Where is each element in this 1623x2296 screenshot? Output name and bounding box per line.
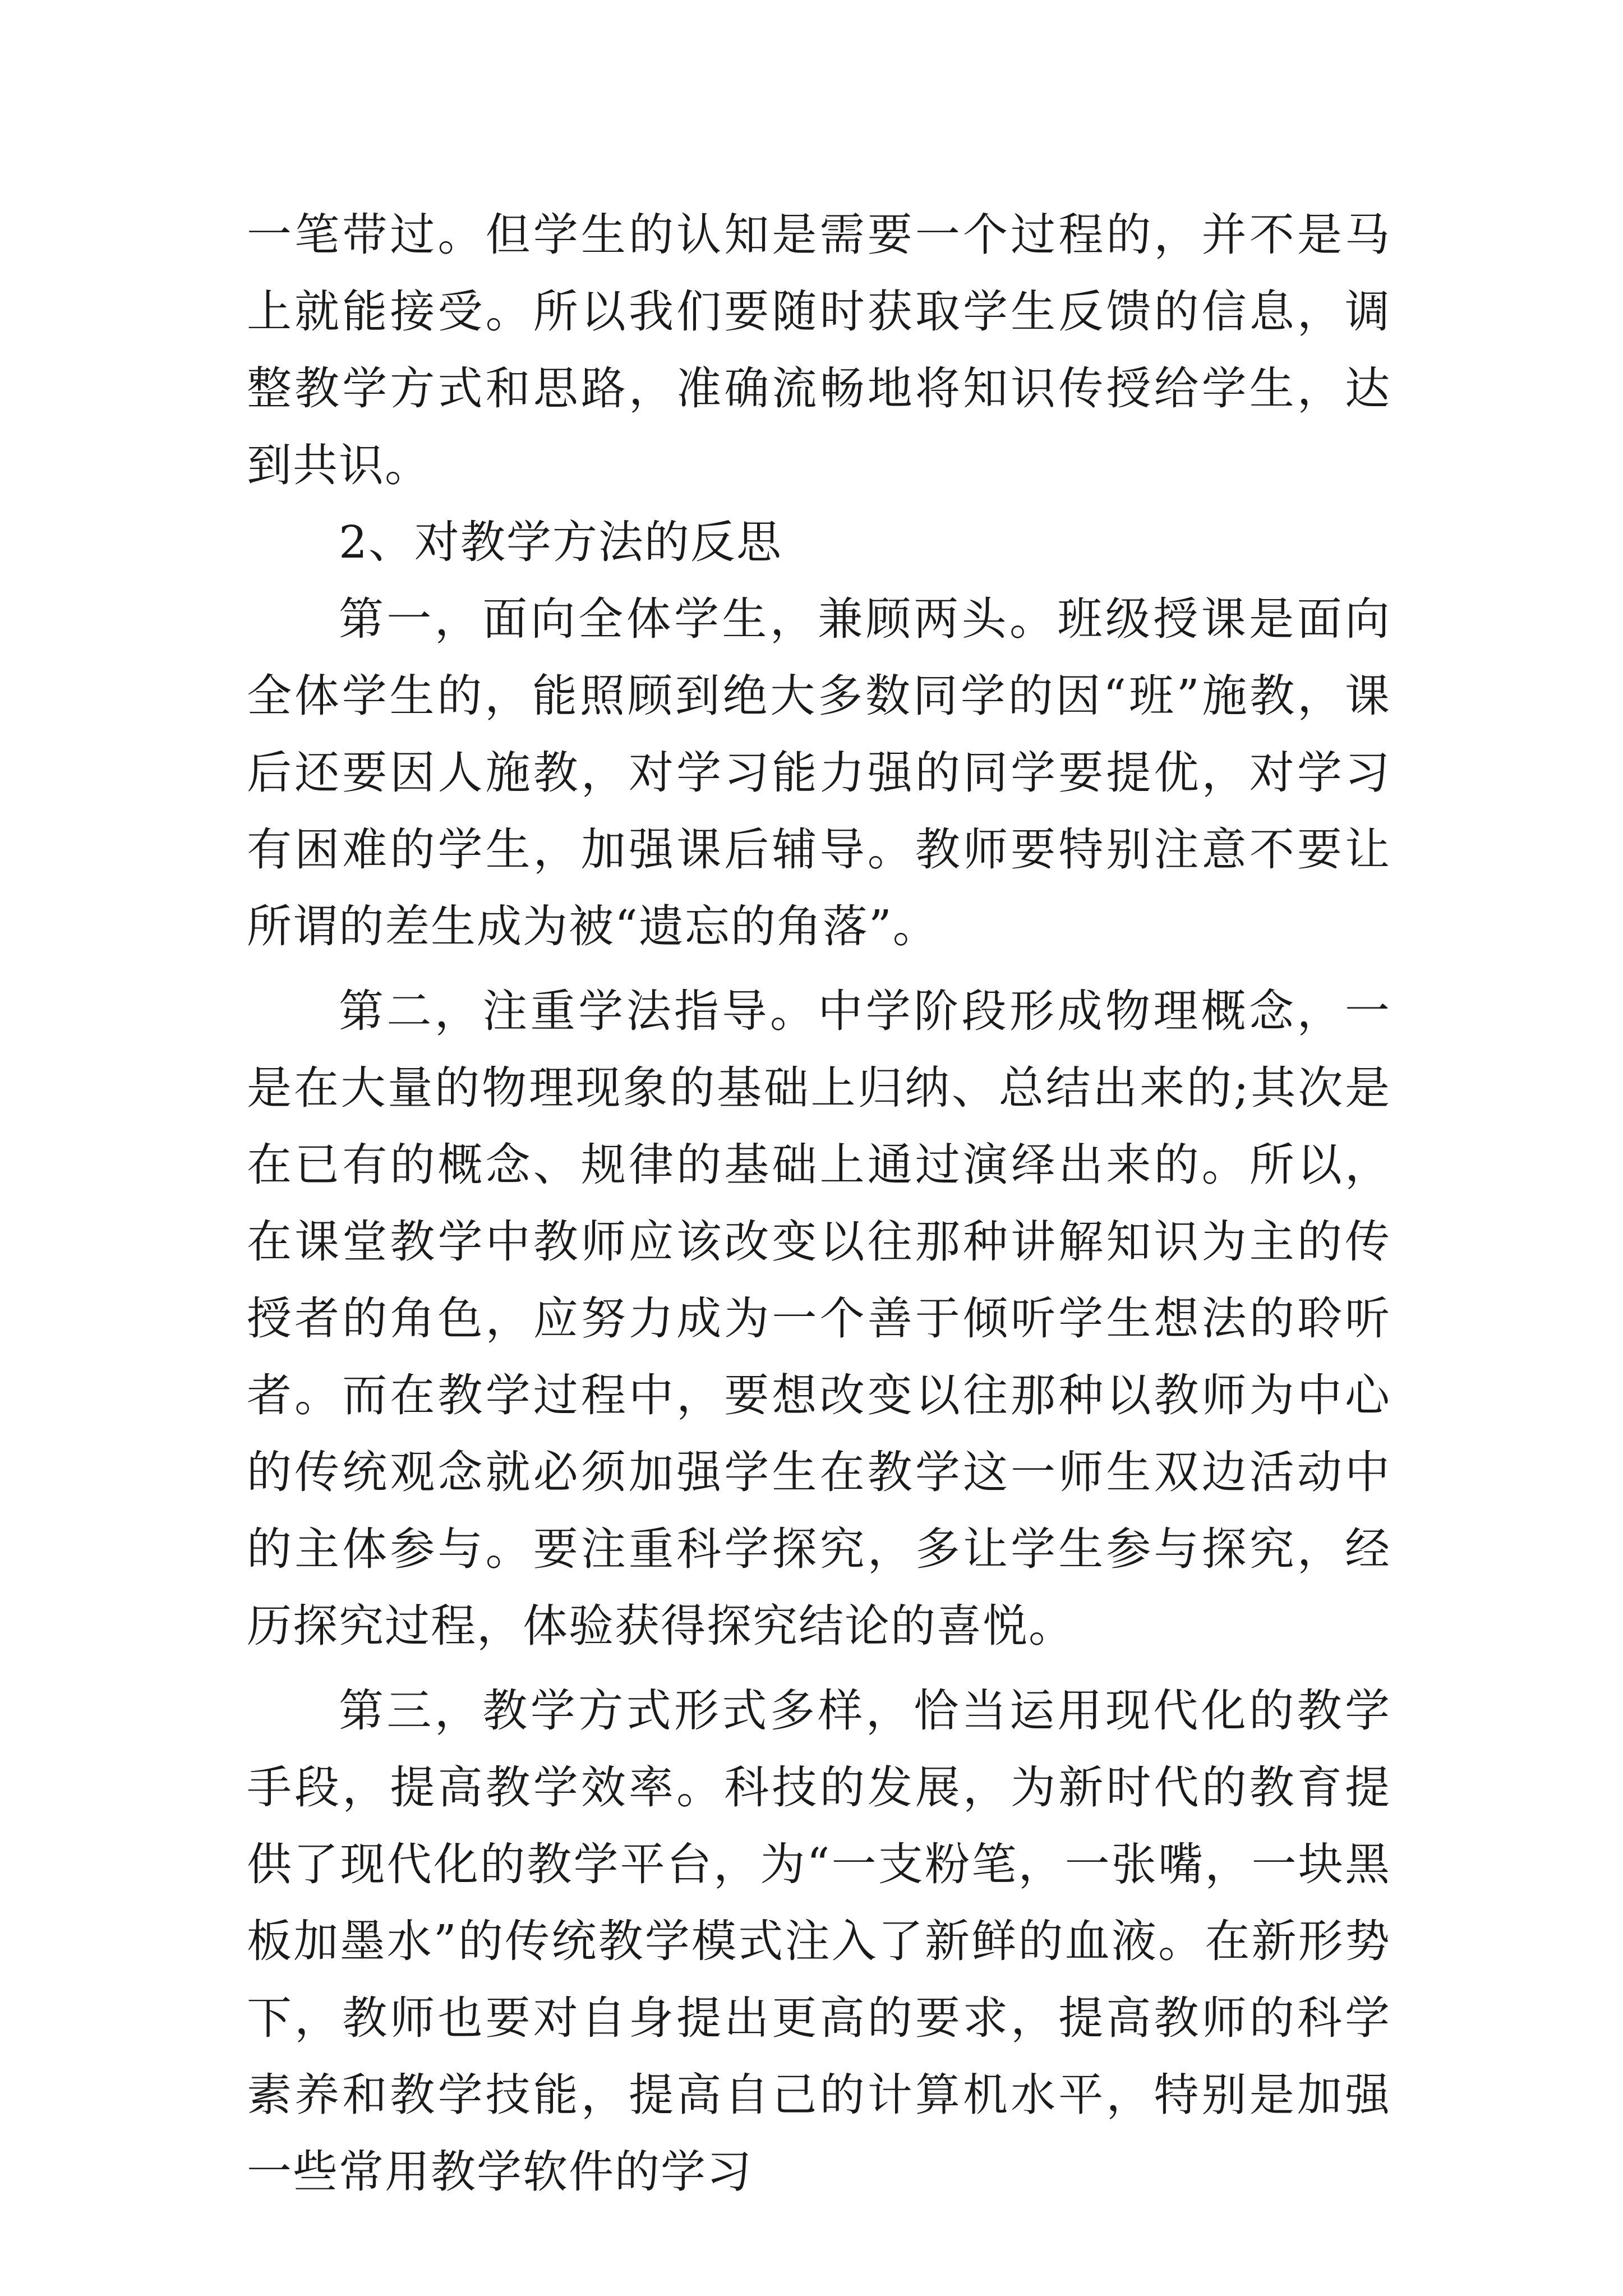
paragraph-point-one: 第一，面向全体学生，兼顾两头。班级授课是面向全体学生的，能照顾到绝大多数同学的因“班”施教，课后还要因人施教，对学习能力强的同学要提优，对学习有困难的学生，加强课后辅导。教师要特别注意不要让所谓的差生成为被“遗忘的角落”。: [247, 593, 1391, 953]
paragraph-point-two: 第二，注重学法指导。中学阶段形成物理概念，一是在大量的物理现象的基础上归纳、总结出来的;其次是在已有的概念、规律的基础上通过演绎出来的。所以，在课堂教学中教师应该改变以往那种讲解知识为主的传授者的角色，应努力成为一个善于倾听学生想法的聆听者。而在教学过程中，要想改变以往那种以教师为中心的传统观念就必须加强学生在教学这一师生双边活动中的主体参与。要注重科学探究，多让学生参与探究，经历探究过程，体验获得探究结论的喜悦。: [247, 985, 1391, 1652]
document-body: [247, 196, 1391, 2210]
section-heading-teaching-methods: 2、对教学方法的反思: [339, 516, 782, 568]
paragraph-point-three: 第三，教学方式形式多样，恰当运用现代化的教学手段，提高教学效率。科技的发展，为新时代的教育提供了现代化的教学平台，为“一支粉笔，一张嘴，一块黑板加墨水”的传统教学模式注入了新鲜的血液。在新形势下，教师也要对自身提出更高的要求，提高教师的科学素养和教学技能，提高自己的计算机水平，特别是加强一些常用教学软件的学习: [247, 1685, 1391, 2198]
paragraph-continuation: 一笔带过。但学生的认知是需要一个过程的，并不是马上就能接受。所以我们要随时获取学生反馈的信息，调整教学方式和思路，准确流畅地将知识传授给学生，达到共识。: [247, 209, 1391, 491]
